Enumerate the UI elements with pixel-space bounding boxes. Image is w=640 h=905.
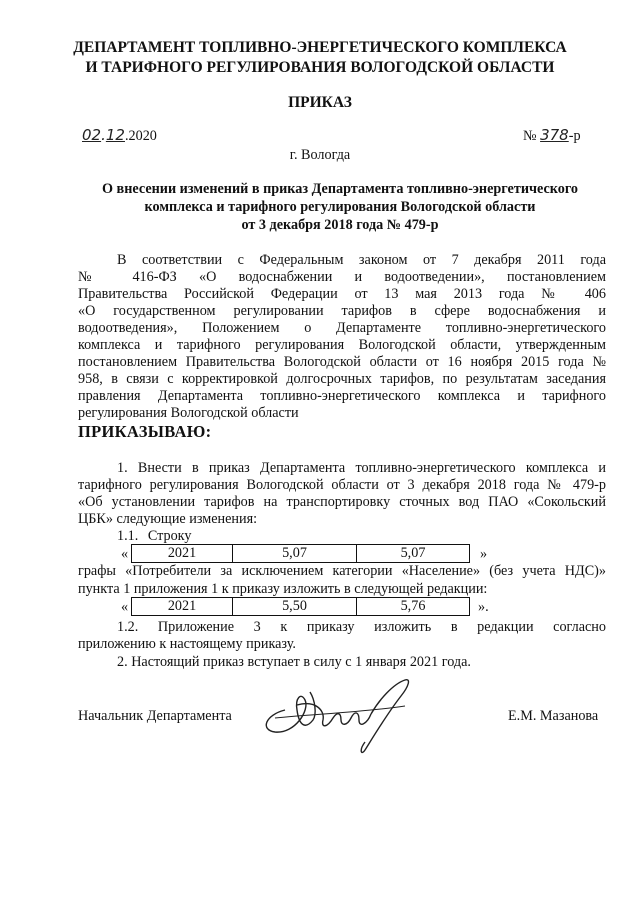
item1-1-label: 1.1. Строку [117,528,192,544]
preamble-line: В соответствии с Федеральным законом от 7 декабря 2011 года [117,252,606,268]
old-row-year: 2021 [132,545,233,563]
preamble-line: постановлением Правительства Вологодской области от 16 ноября 2015 года № [78,354,606,370]
preamble-line: водоотведения», Положением о Департаменте топливно-энергетического [78,320,606,336]
new-row-value2: 5,76 [357,598,470,616]
item1-line: «Об установлении тарифов на транспортировку сточных вод ПАО «Сокольский [78,494,606,510]
date-day: 02 [82,126,102,144]
number-suffix: -р [568,128,581,144]
old-row-open-quote: « [121,546,129,562]
preamble-line: комплекса и тарифного регулирования Вологодской области, утвержденным [78,337,606,353]
signatory-name: Е.М. Мазанова [508,708,599,724]
preamble-line: правления Департамента топливно-энергетического комплекса и тарифного [78,388,606,404]
order-number [523,126,581,145]
middle-line: пункта 1 приложения 1 к приказу изложить в следующей редакции: [78,581,488,597]
order-word: ПРИКАЗЫВАЮ: [78,422,212,441]
department-name-line1: ДЕПАРТАМЕНТ ТОПЛИВНО-ЭНЕРГЕТИЧЕСКОГО КОМПЛЕКСА [73,39,567,56]
item1-line: тарифного регулирования Вологодской области от 3 декабря 2018 года № 479-р [78,477,606,493]
middle-line: графы «Потребители за исключением категории «Население» (без учета НДС)» [78,563,606,579]
city: г. Вологда [289,147,351,163]
old-row-value1: 5,07 [233,545,357,563]
number-value: 378 [540,126,569,144]
old-row-close-quote: » [480,546,488,562]
item2-line: 2. Настоящий приказ вступает в силу с 1 января 2021 года. [117,654,471,670]
handwritten-signature [255,670,425,760]
new-tariff-row [131,597,470,616]
subject-line3: от 3 декабря 2018 года № 479-р [241,217,439,233]
item1-line: ЦБК» следующие изменения: [78,511,258,527]
number-prefix: № [523,128,537,144]
new-row-value1: 5,50 [233,598,357,616]
new-row-year: 2021 [132,598,233,616]
preamble-line: Правительства Российской Федерации от 13 мая 2013 года № 406 [78,286,606,302]
new-row-close-quote: ». [478,599,489,615]
preamble-line: 958, в связи с корректировкой долгосрочных тарифов, по результатам заседания [78,371,606,387]
preamble-line: регулирования Вологодской области [78,405,299,421]
new-row-open-quote: « [121,599,129,615]
department-name-line2: И ТАРИФНОГО РЕГУЛИРОВАНИЯ ВОЛОГОДСКОЙ ОБЛАСТИ [85,59,555,76]
subject-line1: О внесении изменений в приказ Департамента топливно-энергетического [101,181,579,197]
signatory-position: Начальник Департамента [78,708,232,724]
preamble-line: № 416-ФЗ «О водоснабжении и водоотведении», постановлением [78,269,606,285]
subject-line2: комплекса и тарифного регулирования Вологодской области [144,199,536,215]
date-year: .2020 [124,128,157,144]
item1-2-line: приложению к настоящему приказу. [78,636,296,652]
old-row-value2: 5,07 [357,545,470,563]
old-tariff-row [131,544,470,563]
item1-line: 1. Внести в приказ Департамента топливно-энергетического комплекса и [117,460,606,476]
date-month: 12 [105,126,125,144]
preamble-line: «О государственном регулировании тарифов в сфере водоснабжения и [78,303,606,319]
item1-2-line: 1.2. Приложение 3 к приказу изложить в редакции согласно [117,619,606,635]
order-date: 02.12.2020 [82,126,157,144]
document-type: ПРИКАЗ [288,94,352,111]
